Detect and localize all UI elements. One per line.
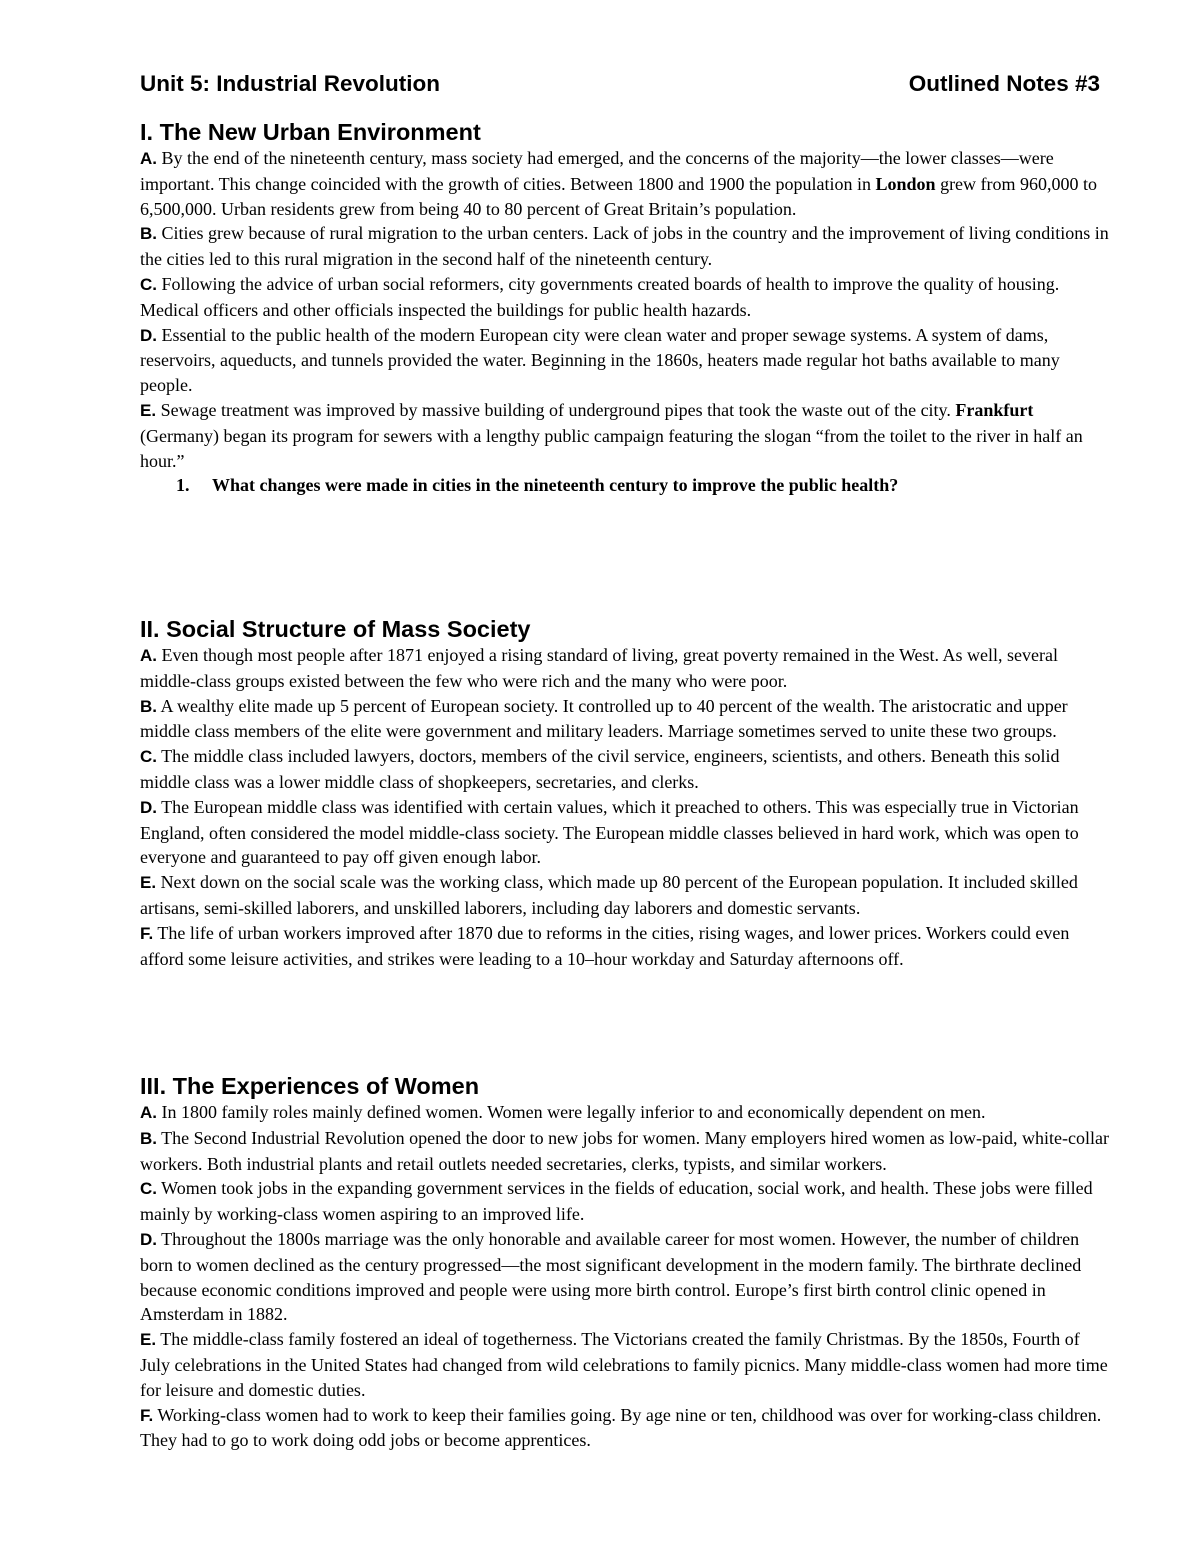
paragraph-text: Essential to the public health of the modern European city were clean water and proper sewage systems. A system of dams, reservoirs, aqueducts, and tunnels provided the water. Beginning in the 1860s, heaters made regular hot baths available to many people. xyxy=(140,324,1060,396)
paragraph-text: Cities grew because of rural migration to the urban centers. Lack of jobs in the country and the improvement of living conditions in the cities led to this rural migration in the second half of the nineteenth century. xyxy=(140,223,1109,270)
question-number: 1. xyxy=(176,475,190,496)
paragraph-label: D. xyxy=(140,325,157,345)
paragraph-label: A. xyxy=(140,646,157,665)
outline-paragraph xyxy=(140,694,1110,745)
paragraph-text: The Second Industrial Revolution opened the door to new jobs for women. Many employers hired women as low-paid, white-collar workers. Both industrial plants and retail outlets needed secretaries, clerks, typists, and similar workers. xyxy=(140,1127,1109,1174)
paragraph-text: The middle-class family fostered an ideal of togetherness. The Victorians created the family Christmas. By the 1850s, Fourth of July celebrations in the United States had changed from wild celebrations to family picnics. Many middle-class women had more time for leisure and domestic duties. xyxy=(140,1329,1108,1400)
paragraph-label: F. xyxy=(140,923,154,943)
paragraph-label: B. xyxy=(140,696,157,716)
paragraph-text: Sewage treatment was improved by massive building of underground pipes that took the waste out of the city. xyxy=(156,399,956,420)
outline-paragraph xyxy=(140,921,1110,972)
paragraph-text: The life of urban workers improved after 1870 due to reforms in the cities, rising wages, and lower prices. Workers could even afford some leisure activities, and strikes were leading to a 10–hour workday and Saturday afternoons off. xyxy=(140,922,1070,969)
question-text: What changes were made in cities in the nineteenth century to improve the public health? xyxy=(212,475,899,496)
paragraph-text: By the end of the nineteenth century, mass society had emerged, and the concerns of the majority—the lower classes—were important. This change coincided with the growth of cities. Between 1800 and 1900 the population in xyxy=(140,148,1054,194)
section-2 xyxy=(140,615,1110,1050)
paragraph-label: D. xyxy=(140,797,157,817)
section-heading: III. The Experiences of Women xyxy=(140,1073,480,1099)
outline-paragraph xyxy=(140,1327,1110,1402)
outline-paragraph xyxy=(140,643,1110,694)
outline-paragraph xyxy=(140,1403,1110,1454)
paragraph-text: (Germany) began its program for sewers with a lengthy public campaign featuring the slogan “from the toilet to the river in half an hour.” xyxy=(140,425,1083,471)
outline-paragraph xyxy=(140,398,1110,473)
section-heading: I. The New Urban Environment xyxy=(140,119,481,145)
paragraph-label: B. xyxy=(140,224,157,244)
section-heading: II. Social Structure of Mass Society xyxy=(140,616,531,642)
page-header xyxy=(140,70,1110,98)
paragraph-text: The middle class included lawyers, doctors, members of the civil service, engineers, scientists, and others. Beneath this solid middle class was a lower middle class of shopkeepers, secretaries, and clerks. xyxy=(140,746,1060,792)
paragraph-label: E. xyxy=(140,1330,157,1350)
paragraph-label: E. xyxy=(140,873,157,893)
outline-paragraph xyxy=(140,1100,1110,1126)
outline-paragraph xyxy=(140,1176,1110,1227)
outline-paragraph xyxy=(140,272,1110,323)
paragraph-text: A wealthy elite made up 5 percent of European society. It controlled up to 40 percent of the wealth. The aristocratic and upper middle class members of the elite were government and military leaders. Marriage sometimes served to unite these two groups. xyxy=(140,695,1068,742)
paragraph-label: C. xyxy=(140,274,157,294)
review-question xyxy=(140,473,1110,498)
paragraph-label: C. xyxy=(140,1179,157,1199)
paragraph-label: B. xyxy=(140,1128,157,1148)
outline-paragraph xyxy=(140,1227,1110,1327)
outline-paragraph xyxy=(140,795,1110,870)
paragraph-label: A. xyxy=(140,149,157,168)
paragraph-text: grew from 960,000 to 6,500,000. Urban residents grew from being 40 to 80 percent of Great Britain’s population. xyxy=(140,173,1098,219)
paragraph-text: Throughout the 1800s marriage was the only honorable and available career for most women. However, the number of children born to women declined as the century progressed—the most significant development in the modern family. The birthrate declined because economic conditions improved and people were using more birth control. Europe’s first birth control clinic opened in Amsterdam in 1882. xyxy=(140,1228,1082,1325)
paragraph-text: The European middle class was identified with certain values, which it preached to others. This was especially true in Victorian England, often considered the model middle-class society. The European middle classes believed in hard work, which was open to everyone and guaranteed to pay off given enough labor. xyxy=(140,796,1079,868)
outline-paragraph xyxy=(140,146,1110,221)
outline-paragraph xyxy=(140,870,1110,921)
paragraph-label: A. xyxy=(140,1103,157,1122)
paragraph-text: Following the advice of urban social reformers, city governments created boards of health to improve the quality of housing. Medical officers and other officials inspected the buildings for public health hazards. xyxy=(140,273,1060,320)
section-1 xyxy=(140,118,1110,593)
sections-container xyxy=(140,118,1110,1453)
outline-paragraph xyxy=(140,744,1110,795)
outline-paragraph xyxy=(140,1126,1110,1177)
unit-title: Unit 5: Industrial Revolution xyxy=(140,71,441,96)
paragraph-label: E. xyxy=(140,400,157,420)
paragraph-text: Women took jobs in the expanding government services in the fields of education, social work, and health. These jobs were filled mainly by working-class women aspiring to an improved life. xyxy=(140,1178,1093,1225)
paragraph-text: Even though most people after 1871 enjoyed a rising standard of living, great poverty remained in the West. As well, several middle-class groups existed between the few who were rich and the many who were poor. xyxy=(140,645,1058,691)
notes-title: Outlined Notes #3 xyxy=(908,71,1100,96)
paragraph-text: Working-class women had to work to keep their families going. By age nine or ten, childhood was over for working-class children. They had to go to work doing odd jobs or become apprentices. xyxy=(140,1404,1102,1451)
paragraph-label: C. xyxy=(140,747,157,767)
section-3 xyxy=(140,1072,1110,1453)
paragraph-label: D. xyxy=(140,1229,157,1249)
paragraph-text: Next down on the social scale was the working class, which made up 80 percent of the European population. It included skilled artisans, semi-skilled laborers, and unskilled laborers, including day laborers and domestic servants. xyxy=(140,872,1078,918)
bold-term: London xyxy=(875,173,936,194)
paragraph-text: In 1800 family roles mainly defined women. Women were legally inferior to and economically dependent on men. xyxy=(157,1102,986,1122)
paragraph-label: F. xyxy=(140,1405,154,1425)
outline-paragraph xyxy=(140,221,1110,272)
outline-paragraph xyxy=(140,323,1110,398)
bold-term: Frankfurt xyxy=(955,399,1034,420)
